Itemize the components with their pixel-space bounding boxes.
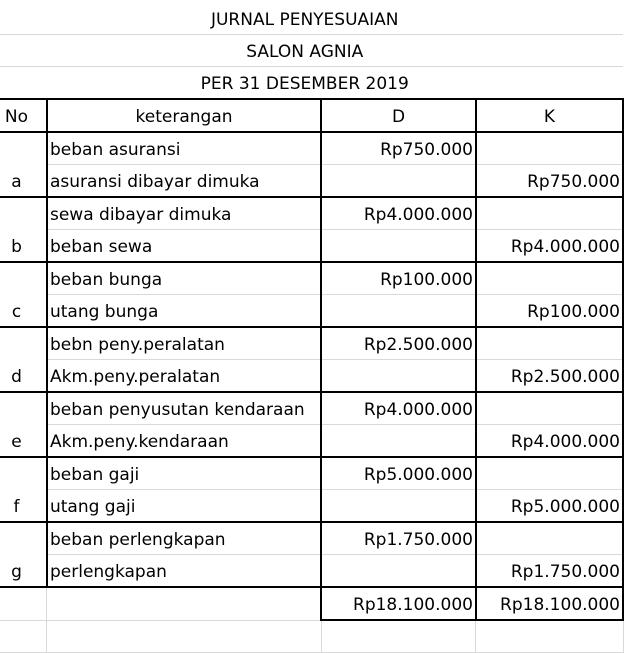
- debit-empty-cell[interactable]: [321, 165, 476, 198]
- credit-amount[interactable]: Rp2.500.000: [476, 360, 623, 393]
- credit-account[interactable]: utang gaji: [47, 490, 321, 523]
- debit-account[interactable]: sewa dibayar dimuka: [47, 197, 321, 230]
- debit-amount[interactable]: Rp2.500.000: [321, 327, 476, 360]
- credit-amount[interactable]: Rp5.000.000: [476, 490, 623, 523]
- entry-debit-row: [0, 262, 623, 295]
- debit-amount[interactable]: Rp1.750.000: [321, 522, 476, 555]
- entry-no[interactable]: c: [0, 262, 47, 327]
- empty-cell[interactable]: [476, 620, 623, 653]
- title-row-1: [0, 3, 623, 35]
- entry-credit-row: [0, 230, 623, 263]
- company-name: [0, 35, 623, 67]
- debit-account[interactable]: beban asuransi: [47, 132, 321, 165]
- entry-credit-row: [0, 555, 623, 588]
- debit-empty-cell[interactable]: [321, 425, 476, 458]
- journal-title: [0, 3, 623, 35]
- entry-debit-row: [0, 132, 623, 165]
- credit-amount[interactable]: Rp4.000.000: [476, 230, 623, 263]
- credit-amount[interactable]: Rp750.000: [476, 165, 623, 198]
- debit-empty-cell[interactable]: [321, 490, 476, 523]
- debit-account[interactable]: beban gaji: [47, 457, 321, 490]
- entry-debit-row: [0, 327, 623, 360]
- period-label-text: PER 31 DESEMBER 2019: [200, 74, 409, 94]
- header-debit[interactable]: D: [321, 99, 476, 132]
- total-credit[interactable]: Rp18.100.000: [476, 587, 623, 620]
- empty-row: [0, 620, 623, 653]
- debit-amount[interactable]: Rp4.000.000: [321, 197, 476, 230]
- credit-amount[interactable]: Rp4.000.000: [476, 425, 623, 458]
- credit-empty-cell[interactable]: [476, 522, 623, 555]
- credit-empty-cell[interactable]: [476, 457, 623, 490]
- entry-no[interactable]: a: [0, 132, 47, 197]
- entry-debit-row: [0, 522, 623, 555]
- header-keterangan[interactable]: keterangan: [47, 99, 321, 132]
- entry-debit-row: [0, 457, 623, 490]
- credit-empty-cell[interactable]: [476, 392, 623, 425]
- credit-amount[interactable]: Rp100.000: [476, 295, 623, 328]
- entry-no[interactable]: d: [0, 327, 47, 392]
- debit-amount[interactable]: Rp4.000.000: [321, 392, 476, 425]
- entry-no[interactable]: b: [0, 197, 47, 262]
- empty-cell[interactable]: [47, 620, 321, 653]
- entry-credit-row: [0, 490, 623, 523]
- credit-account[interactable]: Akm.peny.peralatan: [47, 360, 321, 393]
- debit-account[interactable]: beban penyusutan kendaraan: [47, 392, 321, 425]
- debit-account[interactable]: beban perlengkapan: [47, 522, 321, 555]
- adjusting-journal-sheet: [0, 3, 624, 653]
- journal-title-text: JURNAL PENYESUAIAN: [210, 10, 399, 30]
- credit-empty-cell[interactable]: [476, 327, 623, 360]
- debit-empty-cell[interactable]: [321, 360, 476, 393]
- entry-debit-row: [0, 197, 623, 230]
- entry-credit-row: [0, 165, 623, 198]
- credit-account[interactable]: utang bunga: [47, 295, 321, 328]
- totals-row: [0, 587, 623, 620]
- entry-no[interactable]: f: [0, 457, 47, 522]
- credit-account[interactable]: perlengkapan: [47, 555, 321, 588]
- credit-account[interactable]: beban sewa: [47, 230, 321, 263]
- debit-empty-cell[interactable]: [321, 295, 476, 328]
- totals-label-cell[interactable]: [47, 587, 321, 620]
- debit-amount[interactable]: Rp100.000: [321, 262, 476, 295]
- header-no[interactable]: No: [0, 99, 47, 132]
- journal-entries: [0, 132, 623, 587]
- entry-no[interactable]: g: [0, 522, 47, 587]
- title-row-3: [0, 67, 623, 100]
- total-debit[interactable]: Rp18.100.000: [321, 587, 476, 620]
- credit-account[interactable]: Akm.peny.kendaraan: [47, 425, 321, 458]
- debit-empty-cell[interactable]: [321, 555, 476, 588]
- company-name-text: SALON AGNIA: [246, 42, 364, 62]
- credit-account[interactable]: asuransi dibayar dimuka: [47, 165, 321, 198]
- header-credit[interactable]: K: [476, 99, 623, 132]
- debit-account[interactable]: beban bunga: [47, 262, 321, 295]
- debit-amount[interactable]: Rp750.000: [321, 132, 476, 165]
- credit-empty-cell[interactable]: [476, 197, 623, 230]
- period-label: [0, 67, 623, 100]
- empty-cell[interactable]: [321, 620, 476, 653]
- entry-credit-row: [0, 295, 623, 328]
- entry-credit-row: [0, 360, 623, 393]
- credit-empty-cell[interactable]: [476, 262, 623, 295]
- title-row-2: [0, 35, 623, 67]
- entry-credit-row: [0, 425, 623, 458]
- debit-empty-cell[interactable]: [321, 230, 476, 263]
- header-row: [0, 99, 623, 132]
- debit-account[interactable]: bebn peny.peralatan: [47, 327, 321, 360]
- totals-no-cell[interactable]: [0, 587, 47, 620]
- debit-amount[interactable]: Rp5.000.000: [321, 457, 476, 490]
- credit-amount[interactable]: Rp1.750.000: [476, 555, 623, 588]
- empty-cell[interactable]: [0, 620, 47, 653]
- credit-empty-cell[interactable]: [476, 132, 623, 165]
- entry-debit-row: [0, 392, 623, 425]
- entry-no[interactable]: e: [0, 392, 47, 457]
